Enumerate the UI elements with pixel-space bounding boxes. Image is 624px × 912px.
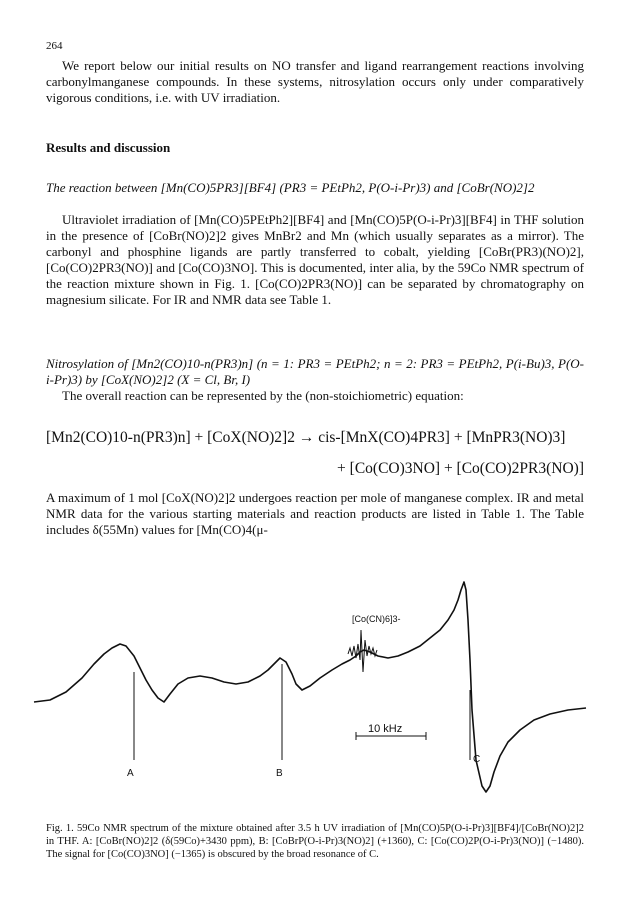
paragraph-irradiation: Ultraviolet irradiation of [Mn(CO)5PEtPh2][BF4] and [Mn(CO)5P(O-i-Pr)3][BF4] in THF solution in the presence of [CoBr(NO)2]2 gives MnBr2 and Mn (which usually separates as a mirror). The carbonyl and phosphine ligands are partly transferred to cobalt, yielding [CoBr(PR3)(NO)2], [Co(CO)2PR3(NO)] and [Co(CO)3NO]. This is documented, inter alia, by the 59Co NMR spectrum of the reaction mixture shown in Fig. 1. [Co(CO)2PR3(NO)] can be separated by chromatography on magnesium silicate. For IR and NMR data see Table 1.: [46, 212, 584, 307]
equation-line-1: [Mn2(CO)10-n(PR3)n] + [CoX(NO)2]2 → cis-[MnX(CO)4PR3] + [MnPR3(NO)3]: [46, 429, 566, 446]
paragraph-maximum: A maximum of 1 mol [CoX(NO)2]2 undergoes reaction per mole of manganese complex. IR and metal NMR data for the various starting materials and reaction products are listed in Table 1. The Table includes δ(55Mn) values for [Mn(CO)4(μ-: [46, 490, 584, 537]
section-heading: Results and discussion: [46, 140, 171, 155]
spectrum-trace: [34, 582, 586, 792]
peak-label-a: A: [127, 768, 134, 779]
subheading-nitrosylation: Nitrosylation of [Mn2(CO)10-n(PR3)n] (n = 1: PR3 = PEtPh2; n = 2: PR3 = PEtPh2, P(i-Bu)3, P(O-i-Pr)3) by [CoX(NO)2]2 (X = Cl, Br, I): [46, 356, 584, 387]
page-number: 264: [46, 40, 63, 52]
peak-label-c: C: [473, 754, 481, 765]
reference-signal: [348, 630, 377, 672]
intro-paragraph: We report below our initial results on NO transfer and ligand rearrangement reactions involving carbonylmanganese compounds. In these systems, nitrosylation occurs only under comparatively vigorous conditions, i.e. with UV irradiation.: [46, 58, 584, 105]
peak-label-b: B: [276, 768, 283, 779]
nmr-spectrum-figure: [30, 560, 590, 820]
figure-caption: Fig. 1. 59Co NMR spectrum of the mixture obtained after 3.5 h UV irradiation of [Mn(CO)5P(O-i-Pr)3][BF4]/[CoBr(NO)2]2 in THF. A: [CoBr(NO)2]2 (δ(59Co)+3430 ppm), B: [CoBrP(O-i-Pr)3(NO)2] (+1360), C: [Co(CO)2P(O-i-Pr)3(NO)] (−1480). The signal for [Co(CO)3NO] (−1365) is obscured by the broad resonance of C.: [46, 823, 584, 860]
subheading-reaction: The reaction between [Mn(CO)5PR3][BF4] (PR3 = PEtPh2, P(O-i-Pr)3) and [CoBr(NO)2]2: [46, 180, 535, 195]
inset-label: [Co(CN)6]3-: [352, 614, 401, 624]
scale-label: 10 kHz: [368, 723, 403, 735]
paragraph-overall: The overall reaction can be represented by the (non-stoichiometric) equation:: [62, 388, 464, 403]
equation-line-2: + [Co(CO)3NO] + [Co(CO)2PR3(NO)]: [337, 460, 584, 477]
